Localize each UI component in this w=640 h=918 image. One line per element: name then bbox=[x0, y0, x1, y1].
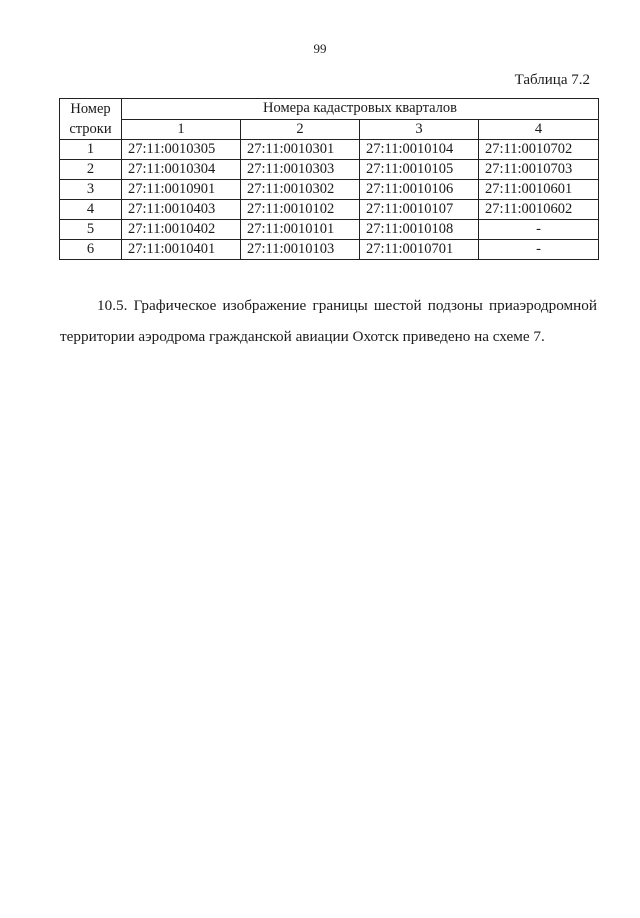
cadastral-code-cell: 27:11:0010703 bbox=[479, 160, 599, 180]
table-row bbox=[60, 220, 599, 240]
cadastral-code-cell: 27:11:0010602 bbox=[479, 200, 599, 220]
cadastral-code-cell: 27:11:0010305 bbox=[122, 140, 241, 160]
cadastral-code-cell: 27:11:0010106 bbox=[360, 180, 479, 200]
row-number-cell: 6 bbox=[60, 240, 122, 260]
table-row bbox=[60, 160, 599, 180]
cadastral-code-cell: 27:11:0010104 bbox=[360, 140, 479, 160]
row-number-cell: 5 bbox=[60, 220, 122, 240]
empty-cell-dash: - bbox=[479, 220, 599, 240]
empty-cell-dash: - bbox=[479, 240, 599, 260]
row-number-header-line2: строки bbox=[69, 121, 112, 137]
cadastral-code-cell: 27:11:0010702 bbox=[479, 140, 599, 160]
column-number-header: 1 bbox=[122, 119, 241, 140]
row-number-cell: 2 bbox=[60, 160, 122, 180]
cadastral-code-cell: 27:11:0010108 bbox=[360, 220, 479, 240]
cadastral-code-cell: 27:11:0010901 bbox=[122, 180, 241, 200]
cadastral-code-cell: 27:11:0010303 bbox=[241, 160, 360, 180]
table-caption: Таблица 7.2 bbox=[514, 72, 590, 88]
cadastral-code-cell: 27:11:0010401 bbox=[122, 240, 241, 260]
cadastral-code-cell: 27:11:0010701 bbox=[360, 240, 479, 260]
column-number-row bbox=[60, 119, 599, 140]
column-number-header: 4 bbox=[479, 119, 599, 140]
cadastral-code-cell: 27:11:0010101 bbox=[241, 220, 360, 240]
cadastral-code-cell: 27:11:0010105 bbox=[360, 160, 479, 180]
cadastral-code-cell: 27:11:0010403 bbox=[122, 200, 241, 220]
body-paragraph: 10.5. Графическое изображение границы шестой подзоны приаэродромной территории аэродрома гражданской авиации Охотск приведено на схеме 7. bbox=[60, 297, 597, 345]
table-row bbox=[60, 140, 599, 160]
row-number-cell: 4 bbox=[60, 200, 122, 220]
column-number-header: 3 bbox=[360, 119, 479, 140]
cadastral-code-cell: 27:11:0010601 bbox=[479, 180, 599, 200]
row-number-cell: 1 bbox=[60, 140, 122, 160]
row-number-cell: 3 bbox=[60, 180, 122, 200]
page-number: 99 bbox=[313, 41, 327, 56]
row-number-header bbox=[60, 99, 122, 140]
row-number-header-line1: Номер bbox=[70, 101, 111, 117]
cadastral-code-cell: 27:11:0010103 bbox=[241, 240, 360, 260]
table-row bbox=[60, 200, 599, 220]
cadastral-code-cell: 27:11:0010402 bbox=[122, 220, 241, 240]
cadastral-code-cell: 27:11:0010107 bbox=[360, 200, 479, 220]
cadastral-code-cell: 27:11:0010102 bbox=[241, 200, 360, 220]
cadastral-table bbox=[59, 98, 599, 260]
cadastral-code-cell: 27:11:0010302 bbox=[241, 180, 360, 200]
table-row bbox=[60, 240, 599, 260]
cadastral-code-cell: 27:11:0010301 bbox=[241, 140, 360, 160]
column-number-header: 2 bbox=[241, 119, 360, 140]
table-row bbox=[60, 180, 599, 200]
cadastral-group-header: Номера кадастровых кварталов bbox=[122, 99, 599, 120]
cadastral-code-cell: 27:11:0010304 bbox=[122, 160, 241, 180]
table-header-row bbox=[60, 99, 599, 120]
